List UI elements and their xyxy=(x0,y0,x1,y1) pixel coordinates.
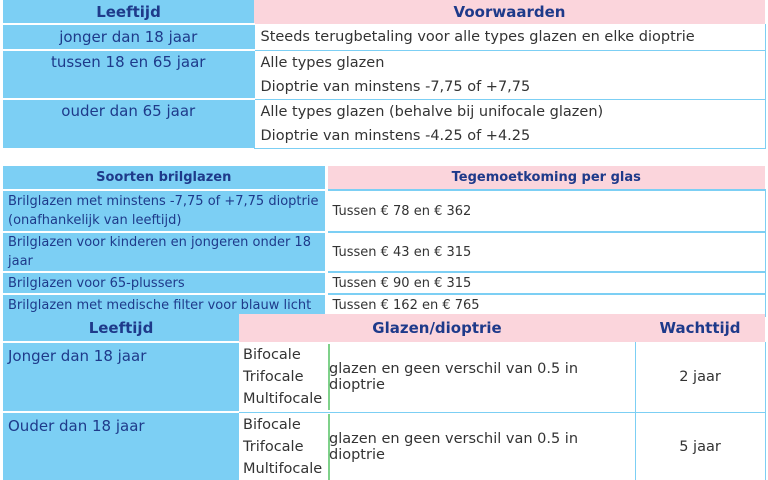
wait-cell: 2 jaar xyxy=(635,342,765,412)
lens-type: Trifocale xyxy=(243,439,304,455)
lens-types-list xyxy=(243,344,330,410)
lens-type-cell xyxy=(3,190,326,232)
table-row xyxy=(3,232,765,272)
lens-type-line: Brilglazen met minstens -7,75 of +7,75 dioptrie xyxy=(8,194,319,209)
lens-type-cell: Brilglazen met medische filter voor blauw licht xyxy=(3,294,326,316)
age-cell: Ouder dan 18 jaar xyxy=(3,412,239,480)
condition-line: Alle types glazen xyxy=(260,54,385,71)
conditions-cell xyxy=(254,99,765,148)
amount-cell: Tussen € 43 en € 315 xyxy=(326,232,765,272)
table-row xyxy=(3,412,765,480)
table-row xyxy=(3,342,765,412)
age-cell: tussen 18 en 65 jaar xyxy=(3,50,254,99)
table-row xyxy=(3,294,765,316)
condition-line: Dioptrie van minstens -4.25 of +4.25 xyxy=(260,127,531,144)
lens-type: Bifocale xyxy=(243,417,301,433)
condition-cell: glazen en geen verschil van 0.5 in dioptrie xyxy=(323,342,635,412)
lens-type: Multifocale xyxy=(243,461,323,477)
table-header-row xyxy=(3,166,765,190)
lens-type: Bifocale xyxy=(243,346,301,363)
amount-cell: Tussen € 78 en € 362 xyxy=(326,190,765,232)
condition-line: Steeds terugbetaling voor alle types glazen en elke dioptrie xyxy=(260,28,695,45)
age-cell: Jonger dan 18 jaar xyxy=(3,342,239,412)
lens-types-cell xyxy=(239,342,323,412)
age-cell: ouder dan 65 jaar xyxy=(3,99,254,148)
conditions-cell xyxy=(254,50,765,99)
lens-type: Multifocale xyxy=(243,390,323,407)
header-lens-type: Soorten brilglazen xyxy=(3,166,326,190)
header-glasses: Glazen/dioptrie xyxy=(239,314,635,342)
table-row xyxy=(3,272,765,294)
lens-type: Trifocale xyxy=(243,368,304,385)
header-age: Leeftijd xyxy=(3,314,239,342)
header-conditions: Voorwaarden xyxy=(254,0,765,24)
lens-types-list xyxy=(243,414,330,480)
age-conditions-table xyxy=(3,0,766,149)
table-row xyxy=(3,190,765,232)
condition-cell: glazen en geen verschil van 0.5 in dioptrie xyxy=(323,412,635,480)
lens-types-table xyxy=(3,166,766,317)
table-row xyxy=(3,50,765,99)
conditions-cell xyxy=(254,24,765,50)
lens-type-cell: Brilglazen voor 65-plussers xyxy=(3,272,326,294)
table-header-row xyxy=(3,314,765,342)
waiting-time-table xyxy=(3,314,766,480)
table-row xyxy=(3,24,765,50)
table-header-row xyxy=(3,0,765,24)
condition-line: Alle types glazen (behalve bij unifocale glazen) xyxy=(260,103,604,120)
header-age: Leeftijd xyxy=(3,0,254,24)
lens-type-line: (onafhankelijk van leeftijd) xyxy=(8,213,182,228)
amount-cell: Tussen € 90 en € 315 xyxy=(326,272,765,294)
age-cell: jonger dan 18 jaar xyxy=(3,24,254,50)
header-reimbursement: Tegemoetkoming per glas xyxy=(326,166,765,190)
lens-type-cell: Brilglazen voor kinderen en jongeren onder 18 jaar xyxy=(3,232,326,272)
amount-cell: Tussen € 162 en € 765 xyxy=(326,294,765,316)
lens-types-cell xyxy=(239,412,323,480)
header-wait: Wachttijd xyxy=(635,314,765,342)
condition-line: Dioptrie van minstens -7,75 of +7,75 xyxy=(260,78,531,95)
table-row xyxy=(3,99,765,148)
wait-cell: 5 jaar xyxy=(635,412,765,480)
